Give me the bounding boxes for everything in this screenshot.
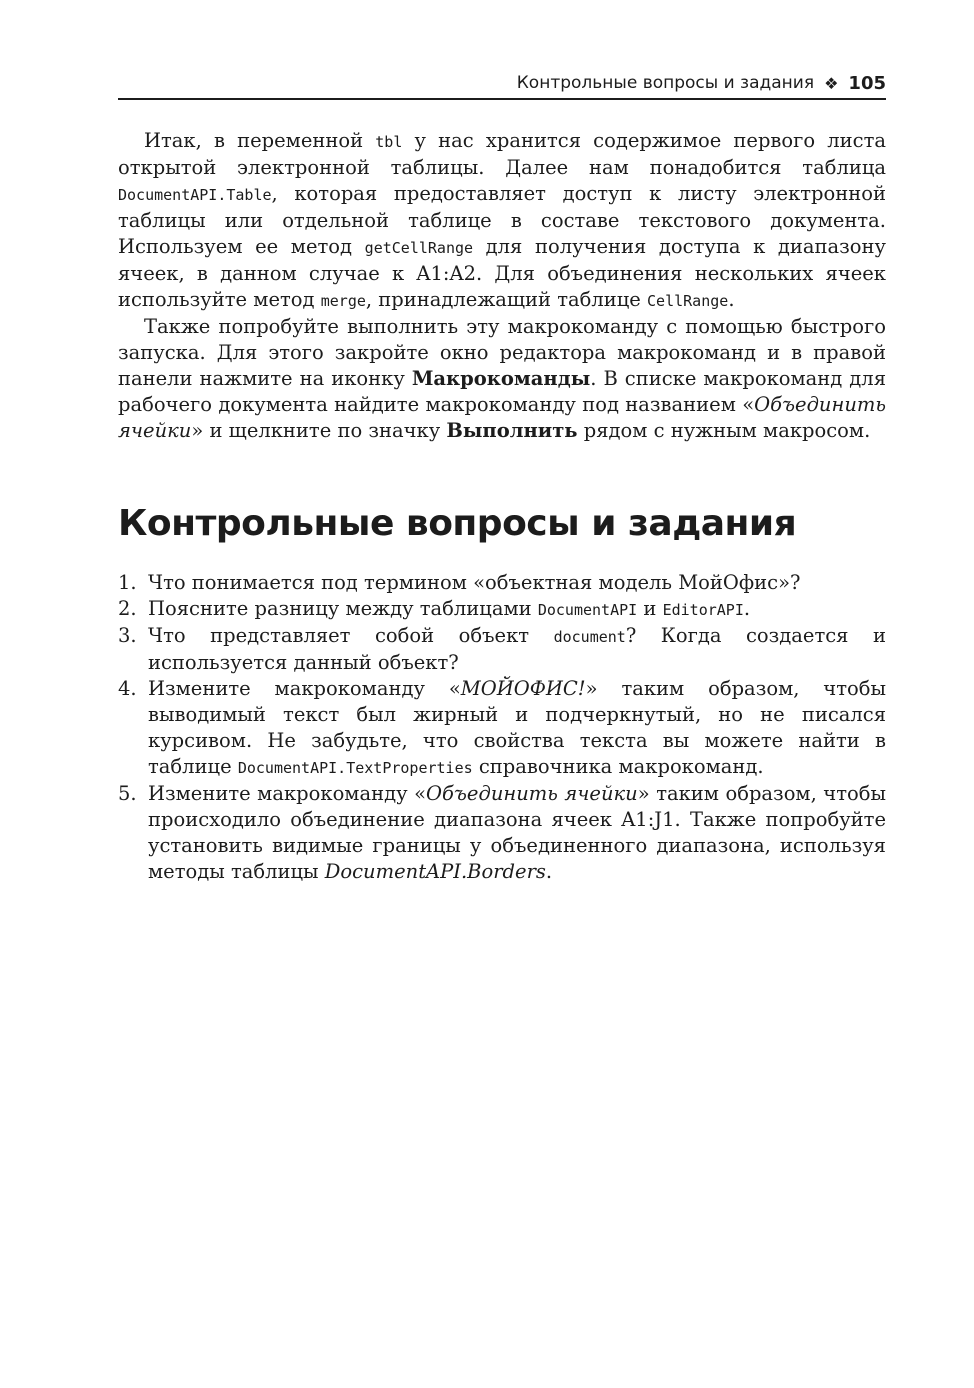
task-text-run: и	[637, 597, 663, 620]
paragraph-1-text: для получения доступа к диапазону ячеек, в данном случае к A1:A2. Для объединения нескольких ячеек используйте метод	[118, 235, 886, 311]
paragraph-2-text: » и щелкните по значку	[191, 419, 447, 442]
paragraph-2-text: . В списке макрокоманд для рабочего документа найдите макрокоманду под названием «	[118, 367, 886, 416]
paragraph-1	[118, 128, 886, 314]
paragraph-1-text: .	[728, 288, 735, 311]
body-text	[118, 128, 886, 444]
task-item-5	[118, 781, 886, 885]
task-item-3	[118, 623, 886, 676]
task-text	[148, 623, 886, 676]
running-header-title: Контрольные вопросы и задания	[516, 73, 815, 93]
paragraph-2	[118, 314, 886, 444]
bold-macros: Макрокоманды	[411, 367, 591, 390]
task-text-run: Что понимается под термином «объектная модель МойОфис»?	[148, 571, 801, 594]
task-item-2	[118, 596, 886, 623]
paragraph-1-text: , которая предоставляет доступ к листу электронной таблицы или отдельной таблице в составе текстового документа. Используем ее метод	[118, 182, 886, 258]
task-text	[148, 781, 886, 885]
task-text	[148, 570, 886, 596]
code-tbl: tbl	[375, 133, 403, 151]
paragraph-1-text: Итак, в переменной	[144, 129, 376, 152]
italic-macro-name: Объединить ячейки	[118, 393, 886, 442]
running-header	[118, 68, 886, 100]
code-document: document	[553, 628, 626, 646]
task-number: 1.	[118, 571, 137, 594]
task-text-run: Измените макрокоманду «	[148, 782, 427, 805]
section-title: Контрольные вопросы и задания	[118, 503, 797, 544]
page-number: 105	[848, 72, 886, 94]
italic-macro-name: МОЙОФИС!	[460, 677, 586, 700]
code-documentapi-table: DocumentAPI.Table	[118, 186, 272, 204]
code-getcellrange: getCellRange	[364, 239, 474, 257]
task-number: 3.	[118, 624, 137, 647]
task-text-run: справочника макрокоманд.	[472, 755, 764, 778]
task-text-run: Что представляет собой объект	[148, 624, 554, 647]
task-list	[118, 570, 886, 885]
task-number: 5.	[118, 782, 137, 805]
task-item-4	[118, 676, 886, 781]
code-textproperties: DocumentAPI.TextProperties	[237, 759, 473, 777]
code-editorapi: EditorAPI	[662, 601, 744, 619]
task-text-run: .	[545, 860, 553, 883]
task-number: 2.	[118, 597, 137, 620]
paragraph-1-text: у нас хранится содержимое первого листа открытой электронной таблицы. Далее нам понадобится таблица	[118, 129, 886, 179]
task-text	[148, 676, 886, 781]
task-text-run: Поясните разницу между таблицами	[148, 597, 538, 620]
paragraph-1-text: , принадлежащий таблице	[365, 288, 648, 311]
ornament-icon: ❖	[824, 73, 839, 93]
task-text	[148, 596, 886, 623]
code-cellrange: CellRange	[647, 292, 729, 310]
task-text-run: Измените макрокоманду «	[148, 677, 461, 700]
task-number: 4.	[118, 677, 137, 700]
code-documentapi: DocumentAPI	[537, 601, 638, 619]
task-text-run: » таким образом, чтобы происходило объединение диапазона ячеек A1:J1. Также попробуйте установить видимые границы у объединенного диапазона, используя методы таблицы	[148, 782, 886, 883]
paragraph-2-text: Также попробуйте выполнить эту макрокоманду с помощью быстрого запуска. Для этого закройте окно редактора макрокоманд и в правой панели нажмите на иконку	[118, 315, 886, 390]
italic-macro-name: Объединить ячейки	[426, 782, 638, 805]
paragraph-2-text: рядом с нужным макросом.	[577, 419, 871, 442]
bold-run: Выполнить	[446, 419, 578, 442]
task-text-run: .	[743, 597, 751, 620]
task-text-run: ? Когда создается и используется данный объект?	[148, 624, 886, 674]
task-text-run: » таким образом, чтобы выводимый текст был жирный и подчеркнутый, но не писался курсивом. Не забудьте, что свойства текста вы можете найти в таблице	[148, 677, 886, 778]
task-item-1	[118, 570, 886, 596]
code-merge: merge	[320, 292, 366, 310]
italic-borders: DocumentAPI.Borders	[324, 860, 546, 883]
